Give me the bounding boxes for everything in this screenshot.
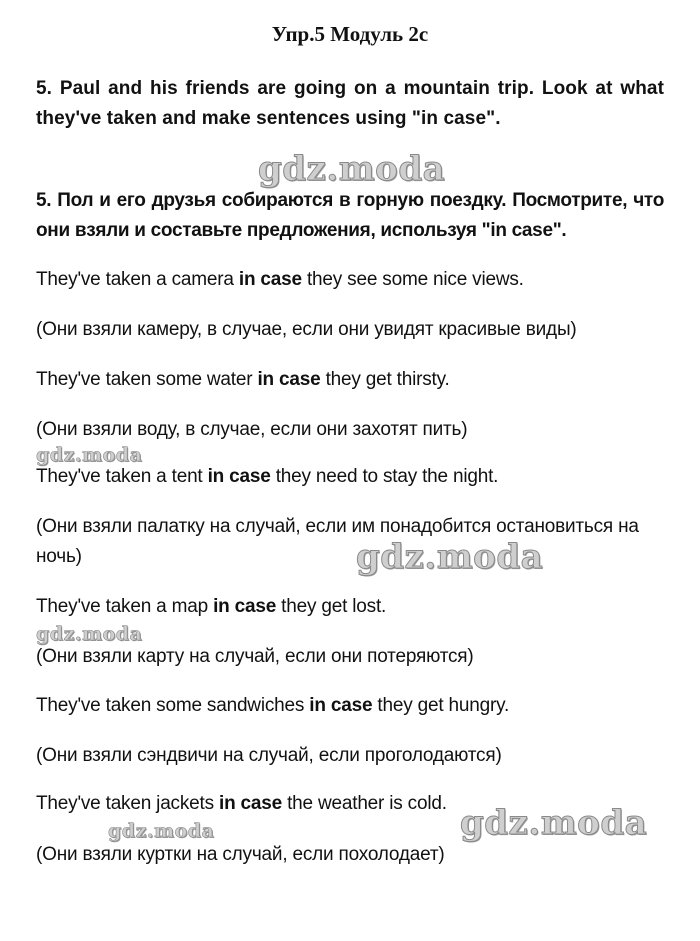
- watermark-logo: gdz.moda: [356, 537, 544, 577]
- answer-translation: (Они взяли палатку на случай, если им понадобится остановиться на ночь): [36, 516, 639, 567]
- watermark-logo: gdz.moda: [36, 444, 143, 466]
- answer-translation: (Они взяли воду, в случае, если они захотят пить): [36, 419, 468, 440]
- key-phrase: in case: [213, 596, 277, 617]
- answer-translation: (Они взяли карту на случай, если они потеряются): [36, 646, 474, 667]
- key-phrase: in case: [309, 695, 373, 716]
- watermark-logo: gdz.moda: [108, 820, 215, 842]
- answer-sentence: They've taken a map in case they get lost.: [36, 596, 387, 617]
- answer-sentence: They've taken a camera in case they see some nice views.: [36, 269, 524, 290]
- answer-sentence: They've taken some water in case they get thirsty.: [36, 369, 450, 390]
- answer-translation: (Они взяли камеру, в случае, если они увидят красивые виды): [36, 319, 577, 340]
- answer-translation: (Они взяли куртки на случай, если похолодает): [36, 844, 445, 865]
- answer-sentence: They've taken a tent in case they need to stay the night.: [36, 466, 499, 487]
- task-text-english: 5. Paul and his friends are going on a mountain trip. Look at what they've taken and make sentences using "in case".: [36, 78, 664, 129]
- key-phrase: in case: [218, 793, 283, 814]
- key-phrase: in case: [257, 369, 321, 390]
- answer-translation: (Они взяли сэндвичи на случай, если проголодаются): [36, 745, 502, 766]
- answer-sentence: They've taken jackets in case the weather is cold.: [36, 793, 447, 814]
- watermark-logo: gdz.moda: [36, 623, 143, 645]
- watermark-logo: gdz.moda: [258, 149, 446, 189]
- key-phrase: in case: [238, 269, 302, 290]
- task-text-russian: 5. Пол и его друзья собираются в горную поездку. Посмотрите, что они взяли и составьте предложения, используя "in case".: [36, 190, 664, 241]
- key-phrase: in case: [207, 466, 271, 487]
- watermark-logo: gdz.moda: [460, 803, 648, 843]
- page-title: Упр.5 Модуль 2c: [271, 22, 429, 46]
- answer-sentence: They've taken some sandwiches in case they get hungry.: [36, 695, 510, 716]
